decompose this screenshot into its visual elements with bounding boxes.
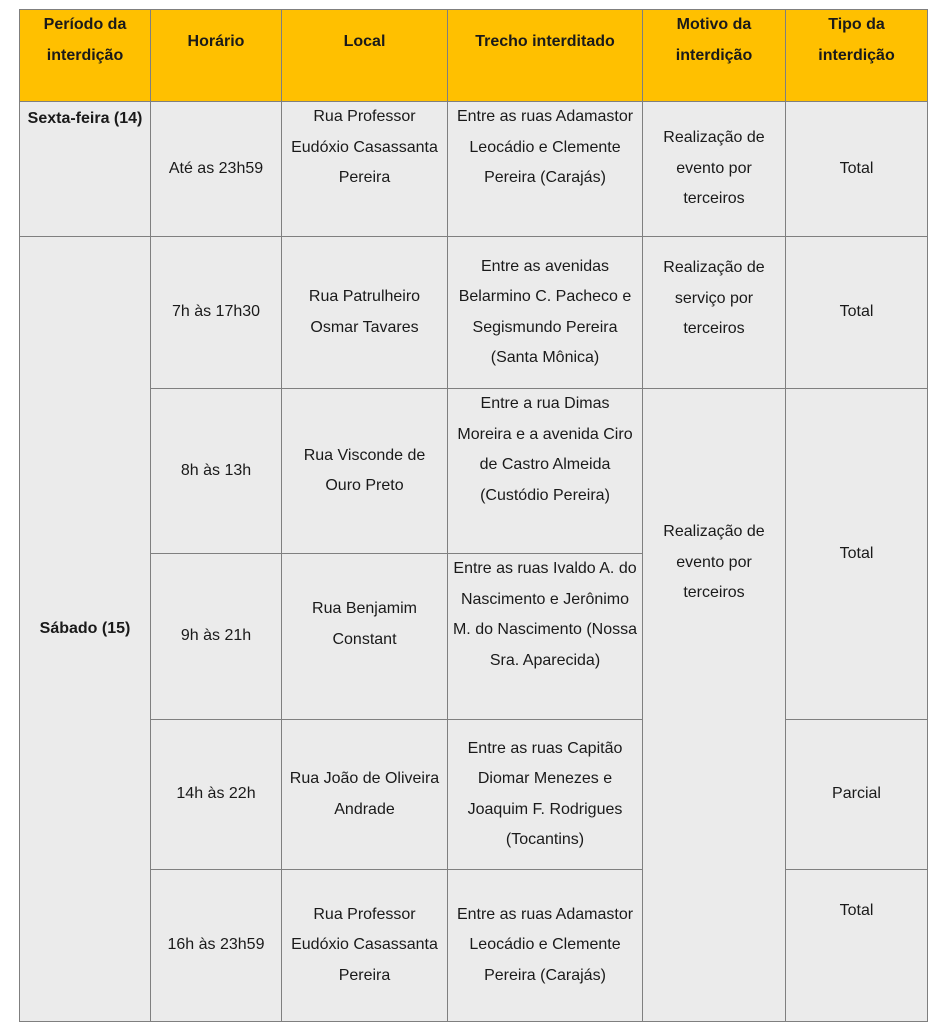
cell-local: Rua Professor Eudóxio Casassanta Pereira xyxy=(282,870,448,1022)
table-row xyxy=(20,720,928,870)
cell-horario: 7h às 17h30 xyxy=(151,237,282,389)
cell-horario: 8h às 13h xyxy=(151,389,282,554)
cell-periodo: Sábado (15) xyxy=(20,237,151,1022)
table-row xyxy=(20,237,928,389)
header-local: Local xyxy=(282,10,448,102)
cell-horario: Até as 23h59 xyxy=(151,102,282,237)
cell-trecho: Entre as ruas Adamastor Leocádio e Clemente Pereira (Carajás) xyxy=(448,870,643,1022)
cell-tipo: Total xyxy=(786,102,928,237)
header-periodo: Período da interdição xyxy=(20,10,151,102)
cell-local: Rua Visconde de Ouro Preto xyxy=(282,389,448,554)
cell-trecho: Entre as ruas Capitão Diomar Menezes e Joaquim F. Rodrigues (Tocantins) xyxy=(448,720,643,870)
header-motivo: Motivo da interdição xyxy=(643,10,786,102)
cell-tipo: Total xyxy=(786,389,928,720)
cell-motivo: Realização de serviço por terceiros xyxy=(643,237,786,389)
cell-local: Rua Professor Eudóxio Casassanta Pereira xyxy=(282,102,448,237)
table-row xyxy=(20,389,928,554)
cell-horario: 16h às 23h59 xyxy=(151,870,282,1022)
cell-horario: 9h às 21h xyxy=(151,554,282,720)
table-row xyxy=(20,102,928,237)
cell-trecho: Entre a rua Dimas Moreira e a avenida Ciro de Castro Almeida (Custódio Pereira) xyxy=(448,389,643,554)
header-trecho: Trecho interditado xyxy=(448,10,643,102)
table-row xyxy=(20,870,928,1022)
cell-trecho: Entre as ruas Ivaldo A. do Nascimento e Jerônimo M. do Nascimento (Nossa Sra. Aparecida) xyxy=(448,554,643,720)
interdiction-table xyxy=(19,9,928,1022)
cell-local: Rua Benjamim Constant xyxy=(282,554,448,720)
cell-tipo: Parcial xyxy=(786,720,928,870)
cell-tipo: Total xyxy=(786,870,928,1022)
header-row xyxy=(20,10,928,102)
cell-horario: 14h às 22h xyxy=(151,720,282,870)
header-horario: Horário xyxy=(151,10,282,102)
header-tipo: Tipo da interdição xyxy=(786,10,928,102)
cell-local: Rua Patrulheiro Osmar Tavares xyxy=(282,237,448,389)
cell-trecho: Entre as ruas Adamastor Leocádio e Clemente Pereira (Carajás) xyxy=(448,102,643,237)
cell-periodo: Sexta-feira (14) xyxy=(20,102,151,237)
cell-trecho: Entre as avenidas Belarmino C. Pacheco e Segismundo Pereira (Santa Mônica) xyxy=(448,237,643,389)
cell-motivo: Realização de evento por terceiros xyxy=(643,102,786,237)
cell-tipo: Total xyxy=(786,237,928,389)
cell-motivo: Realização de evento por terceiros xyxy=(643,389,786,1022)
cell-local: Rua João de Oliveira Andrade xyxy=(282,720,448,870)
